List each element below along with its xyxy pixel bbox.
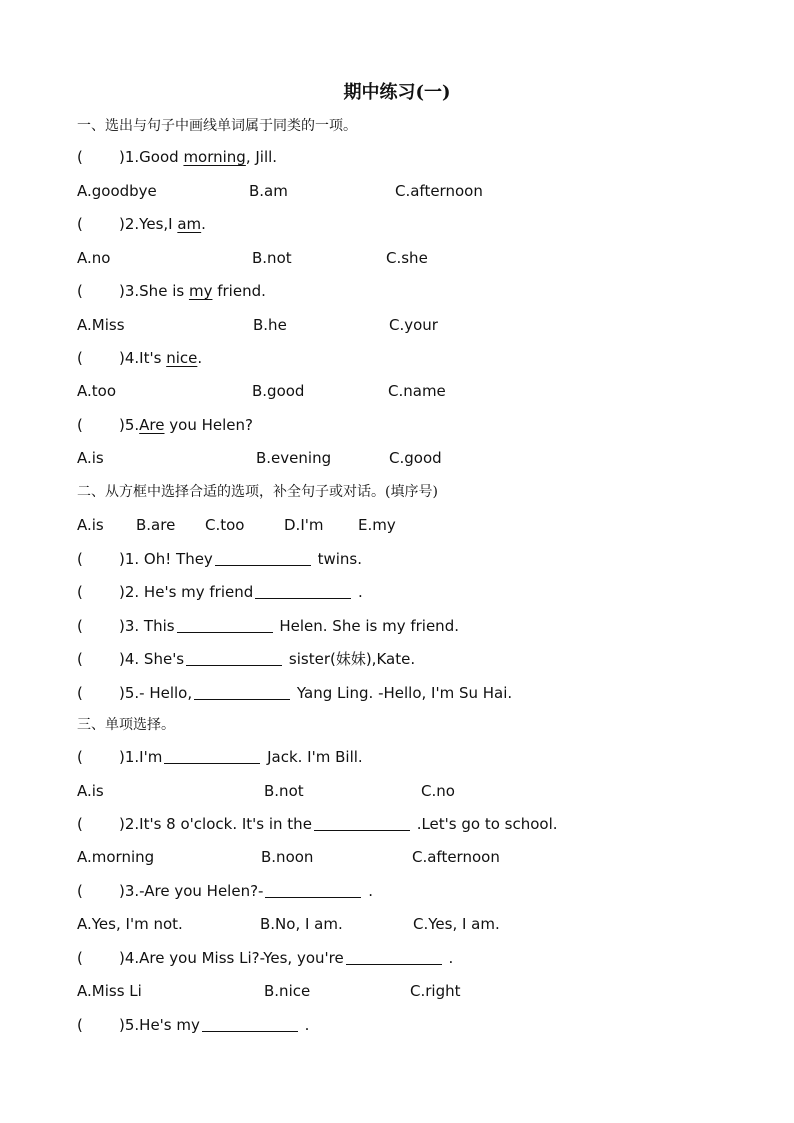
s1-q3-option-c: C.your xyxy=(389,316,438,334)
answer-paren[interactable]: ( xyxy=(77,748,83,766)
section3-heading: 三、单项选择。 xyxy=(77,717,175,733)
s2-q4: ( )4. She's sister(妹妹),Kate. xyxy=(77,650,416,668)
s1-q4-option-b: B.good xyxy=(252,382,305,400)
fill-blank[interactable] xyxy=(164,749,260,764)
s1-q5: ( )5.Are you Helen? xyxy=(77,416,253,434)
s1-q5-option-a: A.is xyxy=(77,449,104,467)
s1-q4: ( )4.It's nice. xyxy=(77,349,203,367)
answer-paren[interactable]: ( xyxy=(77,349,83,367)
box-option-d: D.I'm xyxy=(284,516,324,534)
s1-q1-option-b: B.am xyxy=(249,182,288,200)
box-option-e: E.my xyxy=(358,516,396,534)
s3-q4-option-a: A.Miss Li xyxy=(77,982,142,1000)
fill-blank[interactable] xyxy=(346,950,442,965)
s3-q3-option-a: A.Yes, I'm not. xyxy=(77,915,183,933)
s3-q3-option-b: B.No, I am. xyxy=(260,915,343,933)
box-option-b: B.are xyxy=(136,516,176,534)
s1-q3-option-a: A.Miss xyxy=(77,316,125,334)
s2-q3: ( )3. This Helen. She is my friend. xyxy=(77,617,459,635)
s3-q3: ( )3.-Are you Helen?- . xyxy=(77,882,374,900)
s2-q5: ( )5.- Hello, Yang Ling. -Hello, I'm Su Hai. xyxy=(77,684,513,702)
fill-blank[interactable] xyxy=(186,651,282,666)
answer-paren[interactable]: ( xyxy=(77,148,83,166)
s3-q1-option-b: B.not xyxy=(264,782,304,800)
s3-q4-option-b: B.nice xyxy=(264,982,311,1000)
section2-heading: 二、从方框中选择合适的选项，补全句子或对话。(填序号) xyxy=(77,484,438,500)
s3-q4-option-c: C.right xyxy=(410,982,461,1000)
s1-q2-option-a: A.no xyxy=(77,249,111,267)
s1-q1: ( )1.Good morning, Jill. xyxy=(77,148,278,166)
answer-paren[interactable]: ( xyxy=(77,215,83,233)
answer-paren[interactable]: ( xyxy=(77,882,83,900)
s2-q1: ( )1. Oh! They twins. xyxy=(77,550,362,568)
s1-q5-option-b: B.evening xyxy=(256,449,332,467)
s3-q3-option-c: C.Yes, I am. xyxy=(413,915,500,933)
answer-paren[interactable]: ( xyxy=(77,949,83,967)
page-title: 期中练习(一) xyxy=(343,82,451,103)
s1-q2-option-b: B.not xyxy=(252,249,292,267)
box-option-a: A.is xyxy=(77,516,104,534)
s1-q3: ( )3.She is my friend. xyxy=(77,282,266,300)
s1-q1-option-c: C.afternoon xyxy=(395,182,483,200)
fill-blank[interactable] xyxy=(265,883,361,898)
s2-q2: ( )2. He's my friend . xyxy=(77,583,363,601)
fill-blank[interactable] xyxy=(215,551,311,566)
s3-q1-option-a: A.is xyxy=(77,782,104,800)
s1-q4-option-c: C.name xyxy=(388,382,446,400)
answer-paren[interactable]: ( xyxy=(77,583,83,601)
answer-paren[interactable]: ( xyxy=(77,416,83,434)
answer-paren[interactable]: ( xyxy=(77,282,83,300)
box-option-c: C.too xyxy=(205,516,245,534)
s1-q4-option-a: A.too xyxy=(77,382,117,400)
answer-paren[interactable]: ( xyxy=(77,650,83,668)
s3-q4: ( )4.Are you Miss Li?-Yes, you're . xyxy=(77,949,454,967)
s3-q1-option-c: C.no xyxy=(421,782,455,800)
section1-heading: 一、选出与句子中画线单词属于同类的一项。 xyxy=(77,118,357,134)
s3-q2-option-a: A.morning xyxy=(77,848,155,866)
s3-q2-option-c: C.afternoon xyxy=(412,848,500,866)
answer-paren[interactable]: ( xyxy=(77,684,83,702)
fill-blank[interactable] xyxy=(202,1017,298,1032)
fill-blank[interactable] xyxy=(177,618,273,633)
s3-q2: ( )2.It's 8 o'clock. It's in the .Let's go to school. xyxy=(77,815,558,833)
answer-paren[interactable]: ( xyxy=(77,617,83,635)
answer-paren[interactable]: ( xyxy=(77,815,83,833)
fill-blank[interactable] xyxy=(255,584,351,599)
s3-q2-option-b: B.noon xyxy=(261,848,314,866)
fill-blank[interactable] xyxy=(194,685,290,700)
s3-q5: ( )5.He's my . xyxy=(77,1016,310,1034)
s3-q1: ( )1.I'm Jack. I'm Bill. xyxy=(77,748,363,766)
s1-q2: ( )2.Yes,I am. xyxy=(77,215,206,233)
answer-paren[interactable]: ( xyxy=(77,550,83,568)
s1-q5-option-c: C.good xyxy=(389,449,442,467)
fill-blank[interactable] xyxy=(314,816,410,831)
answer-paren[interactable]: ( xyxy=(77,1016,83,1034)
s1-q2-option-c: C.she xyxy=(386,249,428,267)
s1-q3-option-b: B.he xyxy=(253,316,287,334)
s1-q1-option-a: A.goodbye xyxy=(77,182,157,200)
